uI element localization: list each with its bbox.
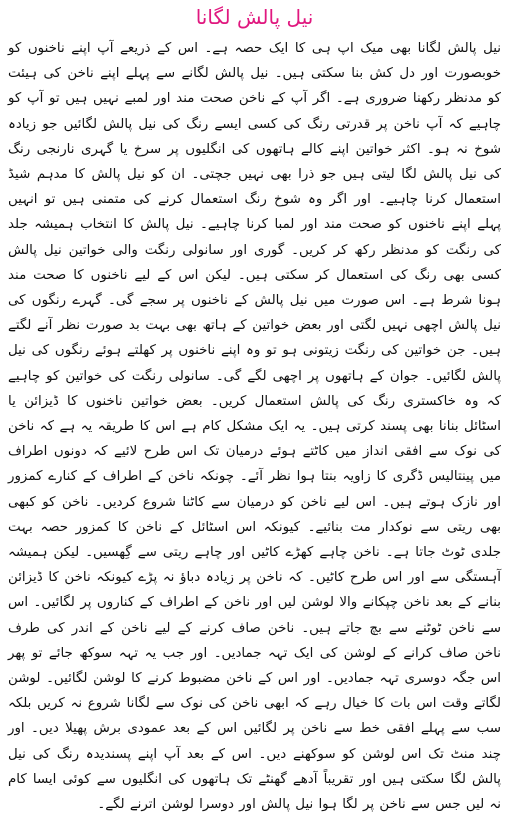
article-body: نیل پالش لگانا بھی میک اپ ہی کا ایک حصہ ہے۔ اس کے ذریعے آپ اپنے ناخنوں کو خوبصورت اور دل کش بنا سکتی ہیں۔ نیل پالش لگانے سے پہلے اپنے ناخن کی ہیئت کو مدنظر رکھنا ضروری ہے۔ اگر آپ کے ناخن صحت مند اور لمبے نہیں ہیں تو آپ کو چاہیے کہ آپ ناخن پر قدرتی رنگ کی کسی ایسے رنگ کی نیل پالش لگائیں جو زیادہ شوخ نہ ہو۔ اکثر خواتین اپنے کالے ہاتھوں کی انگلیوں پر سرخ یا گہری نارنجی رنگ کی نیل پالش لگا لیتی ہیں جو ذرا بھی نہیں جچتی۔ ان کو نیل پالش کا مدہم شیڈ استعمال کرنا چاہیے۔ اور اگر وہ شوخ رنگ استعمال کرنے کی متمنی ہیں تو انہیں پہلے اپنے ناخنوں کو صحت مند اور لمبا کرنا چاہیے۔ نیل پالش کا انتخاب ہمیشہ جلد کی رنگت کو مدنظر رکھ کر کریں۔ گوری اور سانولی رنگت والی خواتین نیل پالش کسی بھی رنگ کی استعمال کر سکتی ہیں۔ لیکن اس کے لیے ناخنوں کا صحت مند ہونا شرط ہے۔ اس صورت میں نیل پالش کے ناخنوں پر سجے گی۔ گہرے رنگوں کی نیل پالش اچھی نہیں لگتی اور بعض خواتین کے ہاتھ بھی بہت بد صورت نظر آنے لگتے ہیں۔ جن خواتین کی رنگت زیتونی ہو تو وہ اپنے ناخنوں پر کھلتے ہوئے رنگوں کی نیل پالش لگائیں۔ جوان کے ہاتھوں پر اچھی لگے گی۔ سانولی رنگت کی خواتین کو چاہیے کہ وہ خاکستری رنگ کی پالش استعمال کریں۔ بعض خواتین ناخنوں کا ڈیزائن یا اسٹائل بنانا بھی پسند کرتی ہیں۔ یہ ایک مشکل کام ہے اس کا طریقہ یہ ہے کہ ناخن کی نوک سے افقی انداز میں کاٹتے ہوئے درمیان تک اس طرح لائیے کہ دونوں اطراف میں پینتالیس ڈگری کا زاویہ بنتا ہوا نظر آئے۔ چونکہ ناخن کے اطراف کے کنارے کمزور اور نازک ہوتے ہیں۔ اس لیے ناخن کو درمیان سے کاٹنا شروع کردیں۔ ناخن کو کبھی بھی ریتی سے نوکدار مت بنائیے۔ کیونکہ اس اسٹائل کے ناخن کا کمزور حصہ بہت جلدی ٹوٹ جاتا ہے۔ ناخن چاہے کھڑے کاٹیں اور چاہے ریتی سے گِھسیں۔ لیکن ہمیشہ آہستگی سے اور اس طرح کاٹیں۔ کہ ناخن پر زیادہ دباؤ نہ پڑے کیونکہ ناخن کا ڈیزائن بنانے کے بعد ناخن چپکانے والا لوشن لیں اور ناخن کے اطراف کے کناروں پر لگائیں۔ اس سے ناخن ٹوٹنے سے بچ جاتے ہیں۔ ناخن صاف کرنے کے لیے ناخن کے اندر کی طرف ناخن صاف کرانے کے لوشن کی ایک تہہ جمادیں۔ اور جب یہ تہہ سوکھ جائے تو پھر اس جگہ دوسری تہہ جمادیں۔ اور اس کے ناخن مضبوط کرنے کا لوشن لگائیں۔ لوشن لگاتے وقت اس بات کا خیال رہے کہ ابھی ناخن کی نوک سے لگانا شروع نہ کریں بلکہ سب سے پہلے افقی خط سے ناخن پر لگائیں اس کے بعد عمودی برش پھیلا دیں۔ اور چند منٹ تک اس لوشن کو سوکھنے دیں۔ اس کے بعد آپ اپنے پسندیدہ رنگ کی نیل پالش لگا سکتی ہیں اور تقریباً آدھے گھنٹے تک ہاتھوں کی انگلیوں سے کوئی ایسا کام نہ لیں جس سے ناخن پر لگا ہوا نیل پالش اور دوسرا لوشن اترنے لگے۔ <box>8 41 501 813</box>
article-title: نیل پالش لگانا <box>195 5 314 29</box>
